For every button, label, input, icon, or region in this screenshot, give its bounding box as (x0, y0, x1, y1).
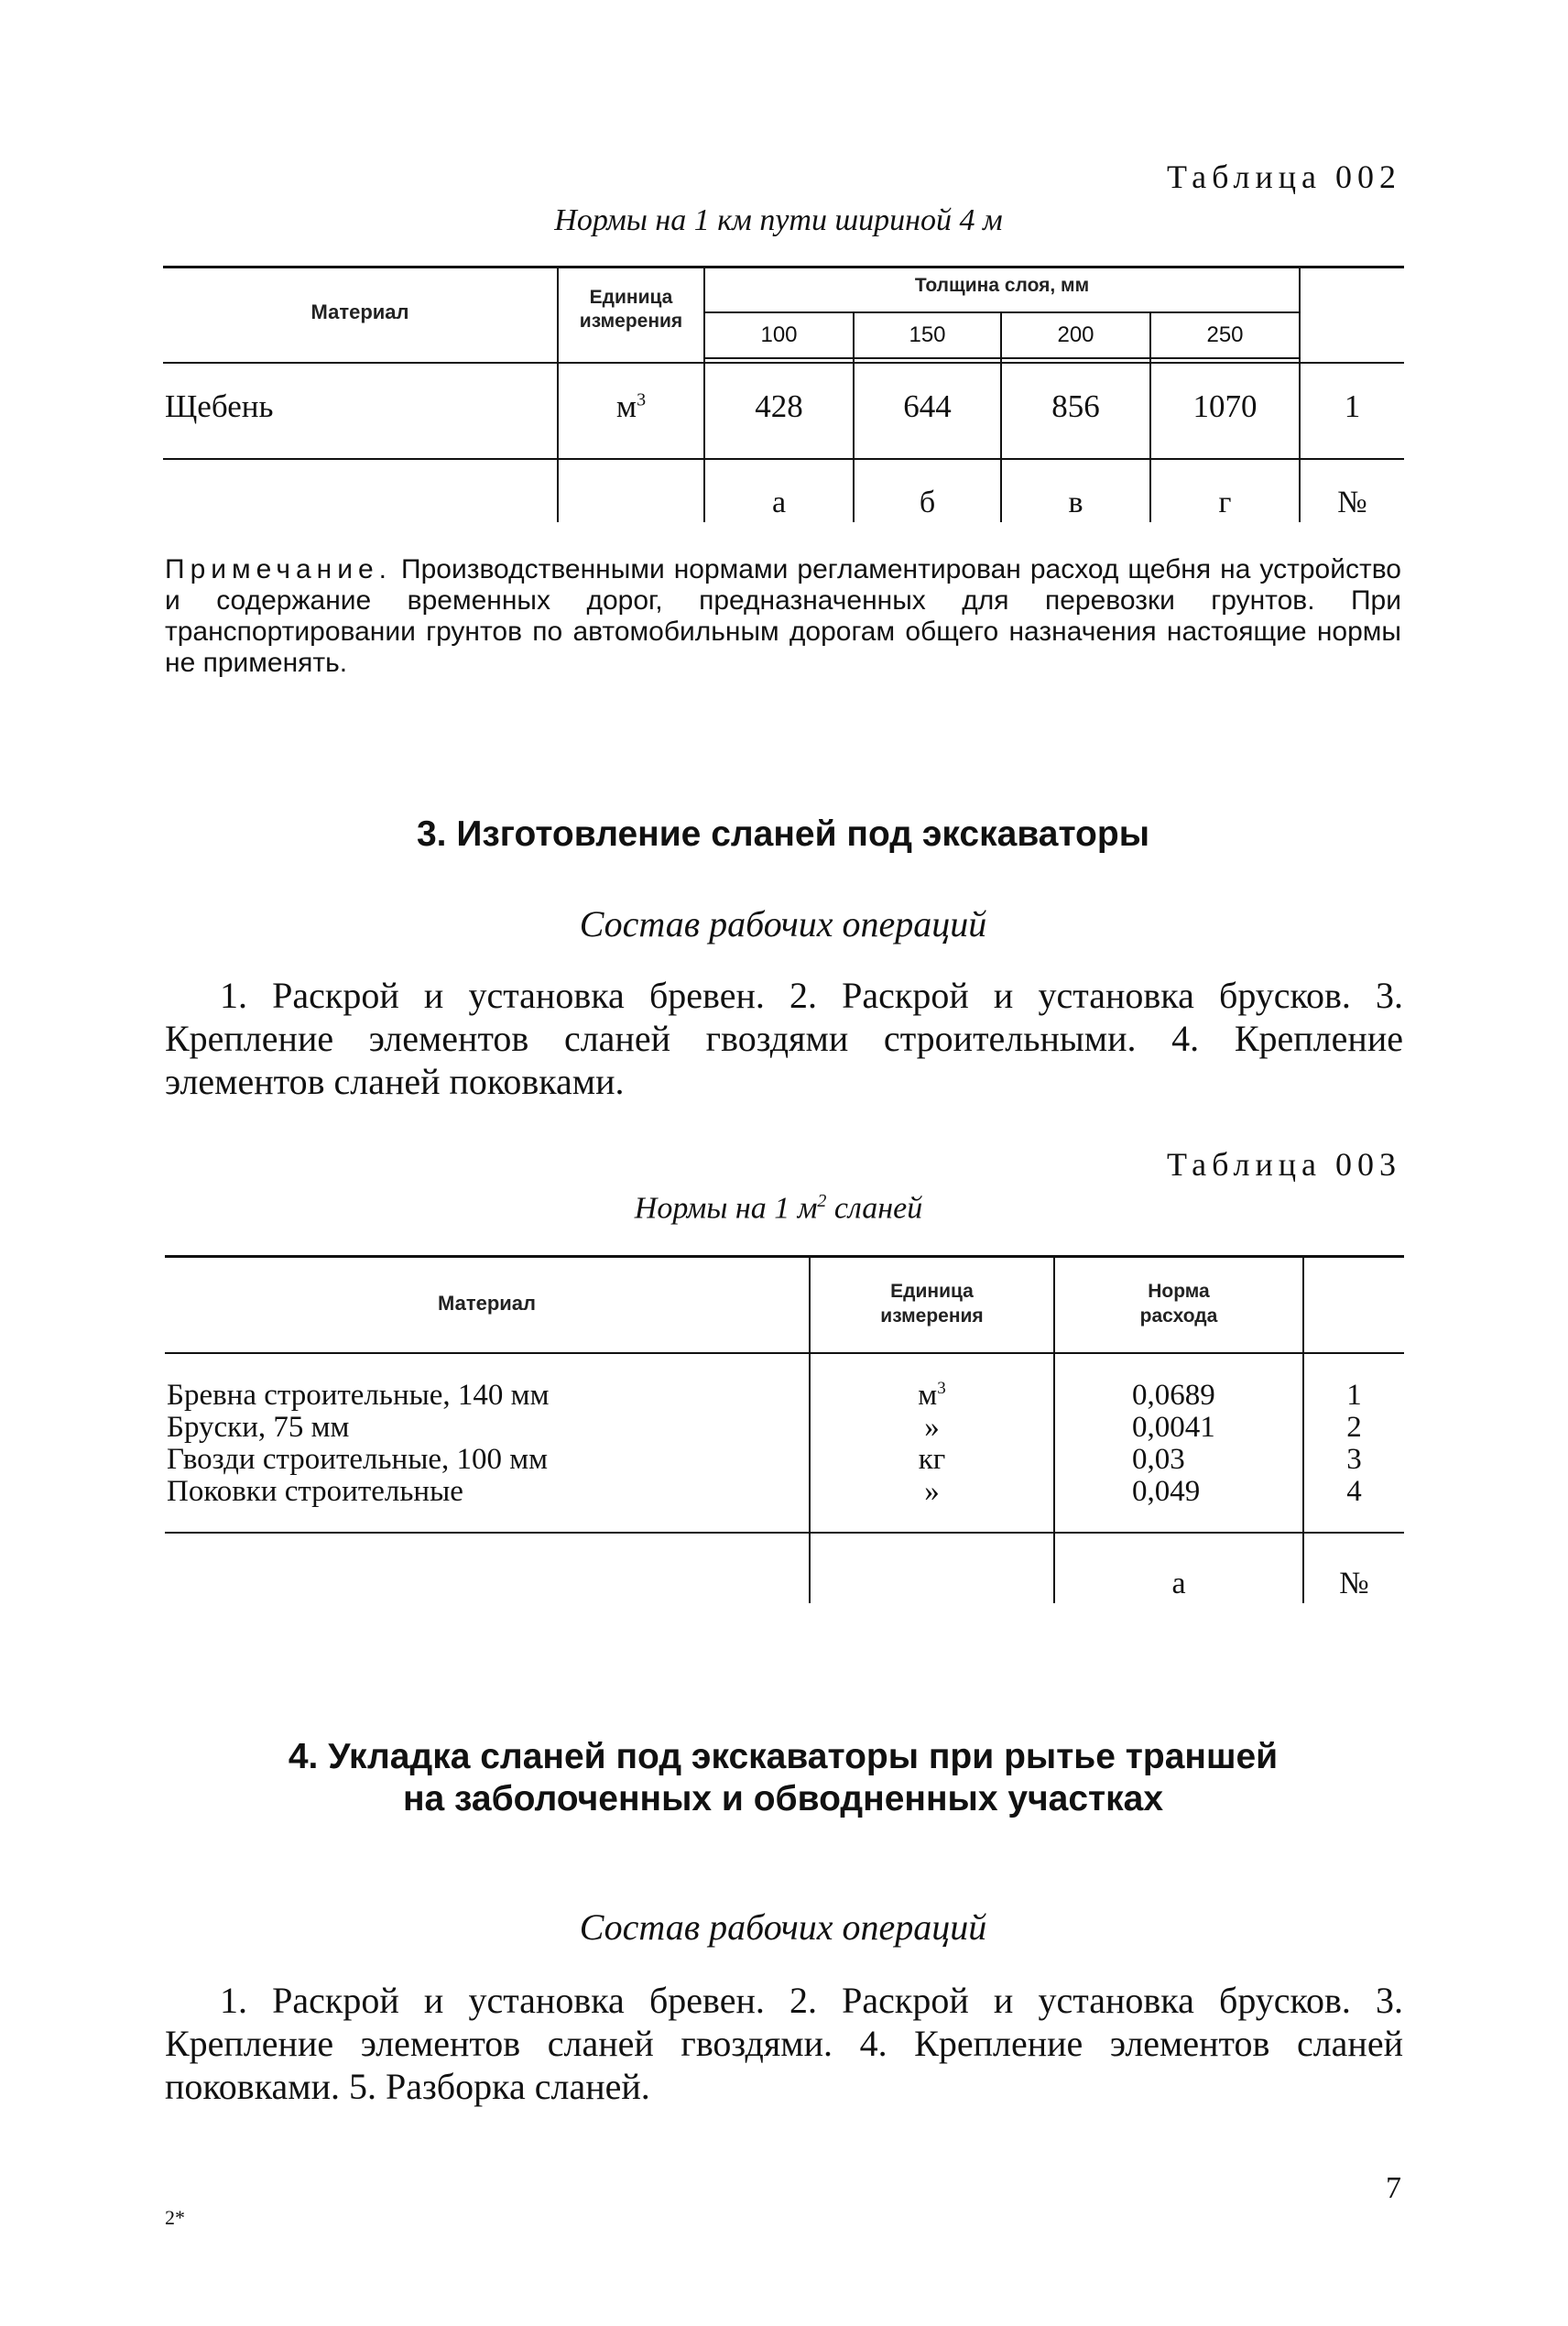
table-003-caption (412, 1191, 1145, 1226)
column-header-norm (1055, 1279, 1302, 1328)
row-norm: 0,03 (1132, 1443, 1185, 1476)
number-column-label: № (1339, 1567, 1369, 1600)
row-norm: 0,0041 (1132, 1411, 1215, 1444)
table-003-label: Таблица 003 (1167, 1146, 1401, 1183)
column-code-v: в (1068, 486, 1083, 519)
row-number: 1 (1344, 388, 1361, 424)
row-unit (811, 1443, 1053, 1477)
row-unit (559, 388, 703, 425)
signature-mark: 2* (165, 2206, 185, 2229)
section-4-paragraph: 1. Раскрой и установка бревен. 2. Раскрой и установка брусков. 3. Крепление элементов сланей гвоздями. 4. Крепление элементов сланей поковками. 5. Разборка сланей. (165, 1980, 1403, 2107)
section-3-subtitle: Состав рабочих операций (579, 903, 987, 945)
row-unit-sup: 3 (937, 1379, 946, 1398)
table-002-note (165, 554, 1401, 679)
row-number: 2 (1346, 1411, 1362, 1444)
column-header-thickness-200: 200 (1057, 322, 1094, 347)
column-code-b: б (919, 486, 936, 519)
row-material: Щебень (165, 388, 274, 424)
row-number: 1 (1346, 1379, 1362, 1412)
row-norm: 0,049 (1132, 1475, 1201, 1508)
row-unit-sup: 3 (637, 389, 647, 410)
row-unit (811, 1411, 1053, 1445)
row-unit-text: м (615, 388, 637, 424)
column-header-thickness: Толщина слоя, мм (914, 275, 1090, 296)
row-value-150: 644 (903, 388, 952, 424)
table-002-label: Таблица 002 (1167, 158, 1401, 195)
section-3-paragraph: 1. Раскрой и установка бревен. 2. Раскрой и установка брусков. 3. Крепление элементов сланей гвоздями строительными. 4. Крепление элементов сланей поковками. (165, 975, 1403, 1102)
note-label: Примечание. (165, 554, 392, 584)
column-header-thickness-250: 250 (1206, 322, 1244, 347)
row-unit-text: кг (918, 1443, 946, 1476)
row-material: Бруски, 75 мм (167, 1411, 350, 1444)
row-unit-text: » (924, 1411, 940, 1444)
row-value-250: 1070 (1192, 388, 1258, 424)
caption-sup: 2 (817, 1191, 827, 1211)
caption-prefix: Нормы на 1 м (634, 1191, 818, 1226)
row-norm: 0,0689 (1132, 1379, 1215, 1412)
page-number: 7 (1386, 2171, 1401, 2205)
section-4-title (165, 1736, 1401, 1820)
column-header-material: Материал (437, 1292, 536, 1315)
row-number: 3 (1346, 1443, 1362, 1476)
row-unit (811, 1475, 1053, 1509)
column-code-a: а (771, 486, 787, 519)
row-unit-text: » (924, 1475, 940, 1508)
column-header-norm-line2: расхода (1139, 1305, 1218, 1327)
row-material: Поковки строительные (167, 1475, 463, 1508)
row-value-100: 428 (755, 388, 803, 424)
caption-suffix: сланей (826, 1191, 923, 1226)
row-number: 4 (1346, 1475, 1362, 1508)
row-material: Бревна строительные, 140 мм (167, 1379, 550, 1412)
column-header-thickness-100: 100 (760, 322, 798, 347)
column-header-unit (559, 286, 703, 333)
column-header-norm-line1: Норма (1148, 1281, 1210, 1302)
row-value-200: 856 (1051, 388, 1100, 424)
note-text: Производственными нормами регламентирован расход щебня на устройство и содержание временных дорог, предназначенных для перевозки грунтов. При транспортировании грунтов по автомобильным дорогам общего назначения настоящие нормы не применять. (165, 554, 1401, 678)
column-code-g: г (1218, 486, 1232, 519)
column-header-unit-line2: измерения (880, 1305, 984, 1327)
column-header-unit-line1: Единица (890, 1281, 974, 1302)
section-4-title-line1: 4. Укладка сланей под экскаваторы при рытье траншей (288, 1737, 1279, 1776)
column-header-material: Материал (310, 300, 409, 323)
number-column-label: № (1337, 486, 1367, 519)
column-header-unit (811, 1279, 1053, 1328)
column-code-a: а (1171, 1567, 1186, 1600)
section-3-title: 3. Изготовление сланей под экскаваторы (416, 814, 1150, 854)
column-header-unit-line1: Единица (589, 287, 673, 308)
section-4-subtitle: Состав рабочих операций (579, 1906, 987, 1948)
column-header-thickness-150: 150 (909, 322, 946, 347)
section-4-title-line2: на заболоченных и обводненных участках (402, 1779, 1164, 1818)
row-unit (811, 1379, 1053, 1413)
column-header-unit-line2: измерения (579, 311, 683, 332)
row-unit-text: м (918, 1379, 938, 1412)
row-material: Гвозди строительные, 100 мм (167, 1443, 549, 1476)
table-002-caption: Нормы на 1 км пути шириной 4 м (554, 203, 1003, 237)
